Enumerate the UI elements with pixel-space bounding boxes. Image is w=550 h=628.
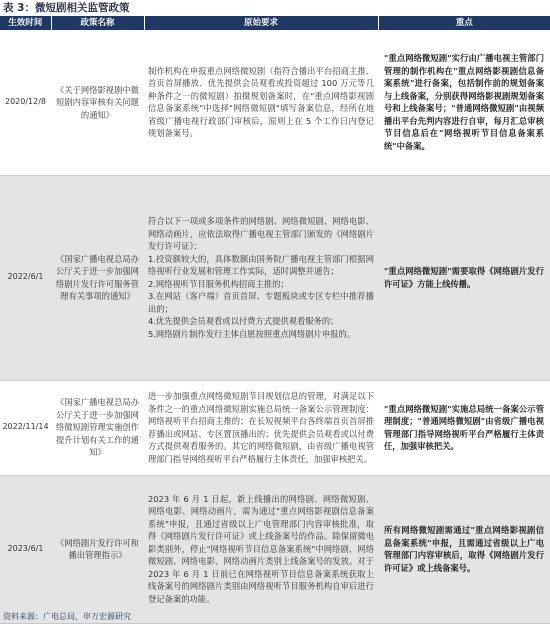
header-requirement: 原始要求 [144, 16, 378, 30]
header-policy: 政策名称 [51, 16, 144, 30]
row-focus: "重点网络微短剧"实施总局统一备案公示管理制度；"普通网络微短剧"由省级广播电视管理部门指导网络视听平台严格履行主体责任，加强审核把关。 [378, 380, 550, 475]
row-requirement [144, 380, 378, 475]
requirement-line: 5.网络剧片制作发行主体自愿按照重点网络剧片申报的。 [148, 328, 356, 339]
row-requirement [144, 30, 378, 175]
requirement-line: 2.网络视听节目服务机构招商主推的； [148, 278, 289, 289]
row-requirement [144, 175, 378, 380]
row-focus: "重点网络微短剧"需要取得《网络剧片发行许可证》方能上线传播。 [378, 175, 550, 380]
row-date: 2022/11/14 [0, 380, 51, 475]
row-date: 2022/6/1 [0, 175, 51, 380]
table-row [0, 30, 550, 175]
requirement-line: 进一步加强重点网络微短剧节目规划信息的管理，对满足以下条件之一的重点网络微短剧实施总局统一备案公示管理制度：网络视听平台招商主推的；在长短视频平台各终端首页首屏推荐播出或网站、专区置顶播出的；优先提供会员观看或以付费方式提供观看服务的。其它的网络微短剧，由省级广播电视管理部门指导网络视听平台严格履行主体责任，加强审核把关。 [148, 391, 374, 464]
requirement-line: 1.投资额较大的，具体数额由国务院广播电视主管部门根据网络视听行业发展和管理工作实际，适时调整并通告； [148, 253, 374, 276]
table-row [0, 475, 550, 623]
row-date: 2020/12/8 [0, 30, 51, 175]
row-policy: 《网络剧片发行许可和播出管理指示》 [51, 475, 144, 623]
table-row [0, 175, 550, 380]
header-date: 生效时间 [0, 16, 51, 30]
requirement-line: 3.在网站（客户端）首页首屏、专题板块或专区专栏中推荐播出的； [148, 291, 374, 314]
table-row [0, 380, 550, 475]
row-focus: "重点网络微短剧"实行由广播电视主管部门管理的制作机构在"重点网络影视剧信息备案系统"进行备案，包括制作前的规划备案与上线备案，分别获得网络影视剧规划备案号和上线备案号；"普通网络微短剧"由视频播出平台先判内容进行自审，每月汇总审核节目信息后在"网络视听节目信息备案系统"中备案。 [378, 30, 550, 175]
row-policy: 《关于网络影视剧中微短剧内容审核有关问题的通知》 [51, 30, 144, 175]
requirement-line: 制作机构在申报重点网络微短剧（指符合播出平台招商主推、首页首屏播放、优先提供会员观看或投资超过 100 万元等几种条件之一的微短剧）拍摄规划备案时，在"重点网络影视剧信息备案系统"中选择"网络微短剧"填写备案信息，经所在地省级广播电视行政部门审核后，原则上在 5 个工作日内登记规划备案号。 [148, 65, 374, 139]
row-requirement [144, 475, 378, 623]
row-policy: 《国家广播电视总局办公厅关于进一步加强网络剧片发行许可服务管理有关事项的通知》 [51, 175, 144, 380]
row-focus: 所有网络微短剧需通过"重点网络影视剧信息备案系统"申报，且需通过省级以上广电管理部门内容审核后，取得《网络剧片发行许可证》或上线备案号。 [378, 475, 550, 623]
row-policy: 《国家广播电视总局办公厅关于进一步加强网络微短剧管理实施创作提升计划有关工作的通知》 [51, 380, 144, 475]
policy-table [0, 16, 550, 624]
source-note: 资料来源：广电总局，申万宏源研究 [3, 612, 131, 621]
header-focus: 重点 [378, 16, 550, 30]
requirement-line: 4.优先提供会员观看或以付费方式提供观看服务的； [148, 316, 339, 326]
requirement-line: 2023 年 6 月 1 日起，新上线播出的网络剧、网络微短剧、网络电影、网络动画片，需为通过"重点网络影视剧信息备案系统"申报，且通过省级以上广电管理部门内容审核批准，取得《网络剧片发行许可证》或上线备案号的作品。除保留微电影类别外，停止"网络视听节目信息备案系统"中网络剧、网络微短剧、网络电影、网络动画片类别上线备案号的发放。对于 2023 年 6 月 1 日前已在网络视听节目信息备案系统获取上线备案号的网络剧片类别由网络视听节目服务机构自审后进行登记备案的功能。 [148, 493, 374, 604]
table-title: 表 3：微短剧相关监管政策 [3, 2, 130, 14]
row-date: 2023/6/1 [0, 475, 51, 623]
header-row [0, 16, 550, 30]
requirement-line: 符合以下一项或多项条件的网络剧、网络微短剧、网络电影、网络动画片，应依法取得广播电视主管部门颁发的《网络剧片发行许可证》： [148, 216, 374, 251]
